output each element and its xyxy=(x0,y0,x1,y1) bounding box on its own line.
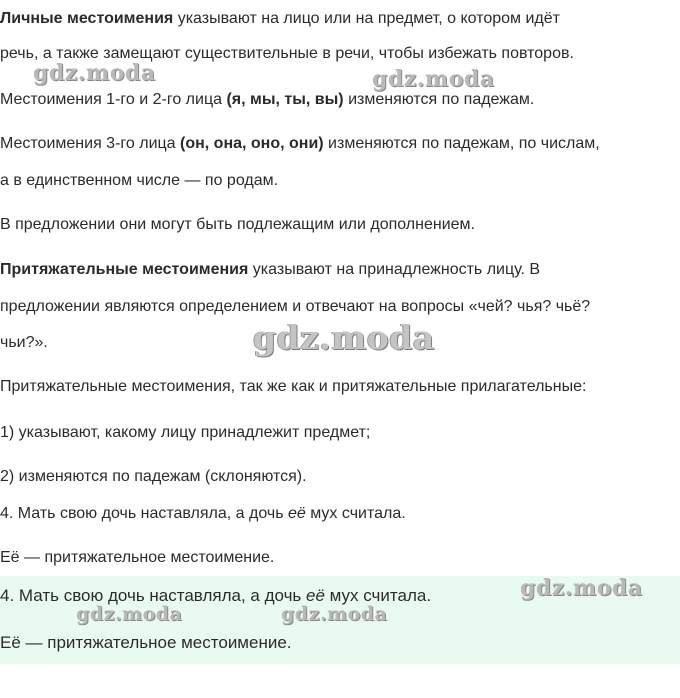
watermark: gdz.moda xyxy=(33,60,156,86)
text-line xyxy=(0,133,600,155)
watermark: gdz.moda xyxy=(520,575,643,601)
text-span: мух считала. xyxy=(305,505,406,522)
text-span: 4. Мать свою дочь наставляла, а дочь xyxy=(0,505,288,522)
bold-span: (он, она, оно, они) xyxy=(180,135,324,152)
text-line: а в единственном числе — по родам. xyxy=(0,172,279,189)
text-span: указывают на лицо или на предмет, о котором идёт xyxy=(173,10,560,27)
text-line: чьи?». xyxy=(0,334,48,351)
watermark: gdz.moda xyxy=(76,603,183,625)
watermark: gdz.moda xyxy=(281,603,388,625)
term-personal-pronouns: Личные местоимения xyxy=(0,10,174,27)
text-span: Местоимения 3-го лица xyxy=(0,135,181,152)
watermark: gdz.moda xyxy=(253,318,435,357)
text-line: предложении являются определением и отвечают на вопросы «чей? чья? чьё? xyxy=(0,298,591,315)
paragraph-comparison: Притяжательные местоимения, так же как и притяжательные прилагательные: xyxy=(0,378,587,395)
list-item-2: 2) изменяются по падежам (склоняются). xyxy=(0,468,307,485)
text-span: изменяются по падежам, по числам, xyxy=(323,135,600,152)
text-span: Местоимения 1-го и 2-го лица xyxy=(0,91,227,108)
italic-span: её xyxy=(306,586,325,605)
text-line xyxy=(0,8,560,30)
watermark: gdz.moda xyxy=(372,66,495,92)
text-span: 4. Мать свою дочь наставляла, а дочь xyxy=(0,586,306,605)
text-span: мух считала. xyxy=(324,586,432,605)
bold-span: (я, мы, ты, вы) xyxy=(226,91,344,108)
example-note: Её — притяжательное местоимение. xyxy=(0,549,275,566)
paragraph-first-second-person xyxy=(0,89,534,111)
term-possessive-pronouns: Притяжательные местоимения xyxy=(0,261,249,278)
text-span: указывают на принадлежность лицу. В xyxy=(248,261,541,278)
paragraph-syntax-role: В предложении они могут быть подлежащим или дополнением. xyxy=(0,216,475,233)
text-span: изменяются по падежам. xyxy=(343,91,535,108)
text-line xyxy=(0,259,540,281)
answer-note: Её — притяжательное местоимение. xyxy=(0,633,292,652)
example-sentence xyxy=(0,503,406,525)
text-line: речь, а также замещают существительные в речи, чтобы избежать повторов. xyxy=(0,45,574,62)
list-item-1: 1) указывают, какому лицу принадлежит предмет; xyxy=(0,424,371,441)
italic-span: её xyxy=(288,505,306,522)
